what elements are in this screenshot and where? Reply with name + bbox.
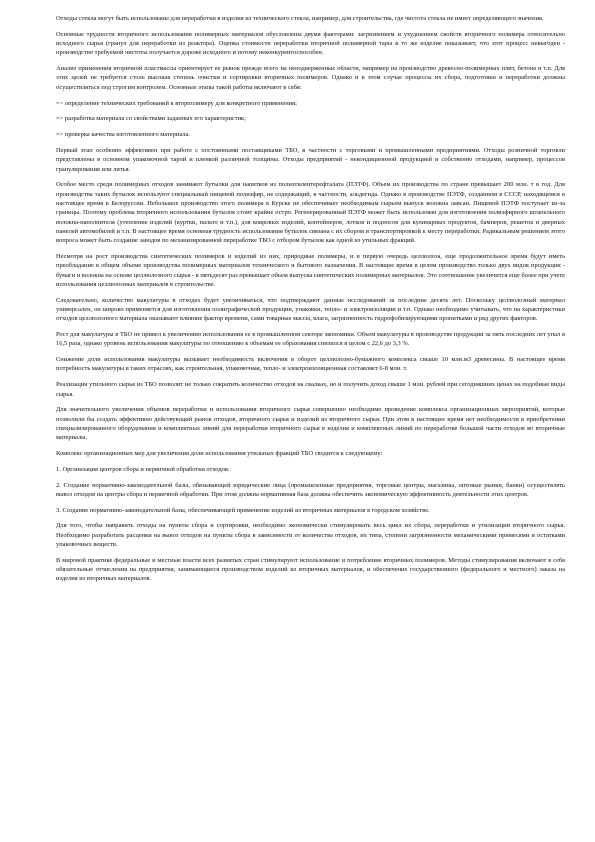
paragraph-first-stage: Первый этап особенно эффективен при работе с постоянными поставщиками ТБО, в частности с торговыми и промышленными предприятиями. Отходы розничной торговли представлены в основном упаковочной тарой и пленкой различной толщины. Отходы предприятий - некондиционной продукцией и собственно отходами, например, процессов гранулирования или литья. [56, 146, 565, 173]
paragraph-secondary-plastic-market: Анализ применения вторичной пластмассы ориентирует ее рынок прежде всего на неподверженные области, например на производство древесно-полимерных плит, бетона и т.п. Для этих целей не требуется столь высокая степень очистки и сортировки вторичных полимеров. Однако и в этом случае процессы их сбора, подготовки и переработки должны осуществляться под строгим контролем. Основные этапы такой работы включают в себя: [56, 65, 565, 91]
paragraph-economic-stimulus: Для того, чтобы направить отходы на пункты сбора и сортировки, необходимо экономически стимулировать весь цикл их сбора, переработки и утилизации вторичного сырья. Необходимо разработать расценки на вывоз отходов на пункты сбора в зависимости от количества отходов, их типа, степени загрязненности механическими примесями и остатками упаковочных веществ. [56, 522, 565, 549]
list-item-quality-check: => проверка качества изготовленного материала. [56, 131, 190, 139]
paragraph-world-practice: В мировой практике федеральные и местные власти всех развитых стран стимулируют использование и потребление вторичных полимеров. Методы стимулирования включают в себя обязательные отчисления на предприятия, занимающиеся производством изделий из вторичных материалов, и обеспечение государственного (федерального и местного) заказа на изделия из вторичных материалов. [56, 556, 565, 583]
list-item-requirements: => определение технических требований к вторполимеру для конкретного применения; [56, 99, 297, 107]
numbered-item-2: 2. Создание нормативно-законодательной базы, обязывающей юридические лица (промышленные предприятия, торговые центры, магазины, оптовые рынки, банки) осуществлять вывоз отходов на центры сбора и первичной обработки. При этом должна нормативная база должна обеспечить экономическую эффективность деятельности этих центров. [56, 481, 565, 498]
paragraph-natural-polymers: Несмотря на рост производства синтетических полимеров и изделий из них, природные полимеры, и в первую очередь целлюлоза, еще продолжительное время будут иметь преобладание в общем объеме производства полимерных материалов технического и бытового назначения. В настоящее время в целом производство только двух видов продукции - бумаги и волокна на основе целлюлозного сырья - в пятьдесят раз превышает объем выпуска синтетических полимерных материалов. Это соотношение увеличится еще более при учете использования целлюлозных материалов в строительстве. [56, 252, 565, 288]
numbered-item-1: 1. Организация центров сбора и первичной обработки отходов. [56, 465, 230, 473]
paragraph-glass-waste: Отходы стекла могут быть использованы для переработки в изделия из технического стекла, например, для строительства, где чистота стекла не имеет определяющего значения. [56, 15, 544, 22]
paragraph-wood-demand: Снижение доли использования макулатуры вызывает необходимость включения в оборот целлюлозно-бумажного комплекса свыше 10 млн.м3 древесины. В настоящее время потребность макулатуры в таких отраслях, как строительная, упаковочная, тепло- и электроизоляционная составляет 6-8 млн. т. [56, 356, 565, 373]
paragraph-recyclable-income: Реализация утильного сырья из ТБО позволит не только сократить количество отходов на свалках, но и получить доход свыше 1 млн. рублей при сегодняшних ценах на подобные виды сырья. [56, 381, 565, 398]
paragraph-waste-paper-growth: Следовательно, количество макулатуры в отходах будет увеличиваться, что подтверждают данные исследований за последние десять лет. Поскольку целлюлозный материал универсален, он широко применяется для изготовления полиграфической продукции, упаковки, тепло- и электроизоляции и т.п. Однако необходимо учитывать, что на характеристики отходов целлюлозного материала оказывают влияние фактор времени, сами товарные массы, влага, загрязненность гидрофобизирующими пропитками и ряд других факторов. [56, 296, 565, 323]
paragraph-polymer-difficulties: Основные трудности вторичного использования полимерных материалов обусловлены двумя факторами: загрязнением и ухудшением свойств вторичного полимера относительно исходного сырья (гранул для переработки из реактора). Оценка стоимости переработки вторичной полимерной тары в то же изделие показывает, что этот процесс невыгоден - производство требуемой чистоты получается дороже исходного и потому неконкурентоспособен. [56, 30, 565, 57]
paragraph-waste-paper-share: Рост для макулатуры в ТБО не привел к увеличению использования ее в промышленном секторе экономики. Объем макулатуры в производстве продукции за пять последних лет упал в 16,5 раза, однако уровень использования макулатуры по отношению к объемам ее образования снизился в целом с 22,6 до 3,3 %. [56, 331, 565, 348]
numbered-item-3: 3. Создание нормативно-законодательной базы, обеспечивающей применение изделий из вторичных материалов в городском хозяйстве. [56, 506, 430, 514]
paragraph-pet-bottles: Особое место среди полимерных отходов занимают бутылки для напитков из полиэтилентерефталата (ПЭТФ). Объем их производства по стране превышает 200 млн. т в год. Для производства таких бутылок используют специальный пищевой полиэфир, не содержащий, в частности, альдегида. Однако в производстве ПЭТФ, созданном в СССР, находящемся в настоящее время в Белоруссии. Небольшое производство этого полимера в Курске не обеспечивает необходимым сырьем выпуск волокна лавсан. Пищевой ПЭТФ поступает из-за границы. Поэтому проблема вторичного использования бутылок стоит крайне остро. Регенерированный ПЭТФ может быть использован для изготовления полиэфирного штапельного волокна-наполнителя (утепление изделий (куртки, пальто и т.п.), для ковровых изделий, контейнеров, лотков и подносов для кулинарных продуктов, бамперов, решеток и дверных панелей автомобилей и т.п. В настоящее время основная трудность использования бутылок связана с их сбором и транспортировкой к месту переработки. Радикальным решением этого вопроса может быть создание заводов по механизированной переработке ТБО с отбором бутылок как одной из утильных фракций. [56, 181, 565, 245]
list-item-material-development: => разработка материала со свойствами заданных его характеристик; [56, 115, 246, 123]
paragraph-organizational-measures: Для значительного увеличения объемов переработки и использования вторичного сырья совершенно необходимо проведение комплекса организационных мероприятий, которые позволили бы создать эффективно действующий рынок отходов, вторичного сырья и изделий из вторичного сырья. При этом в настоящее время нет необходимости в приобретении специализированного оборудования и комплектных линий для переработки вторичного сырья в изделия и комплектных линий по переработке большей части отходов во вторичные материалы. [56, 406, 565, 442]
paragraph-measures-intro: Комплекс организационных мер для увеличения доли использования утильных фракций ТБО сводится к следующему: [56, 449, 383, 457]
